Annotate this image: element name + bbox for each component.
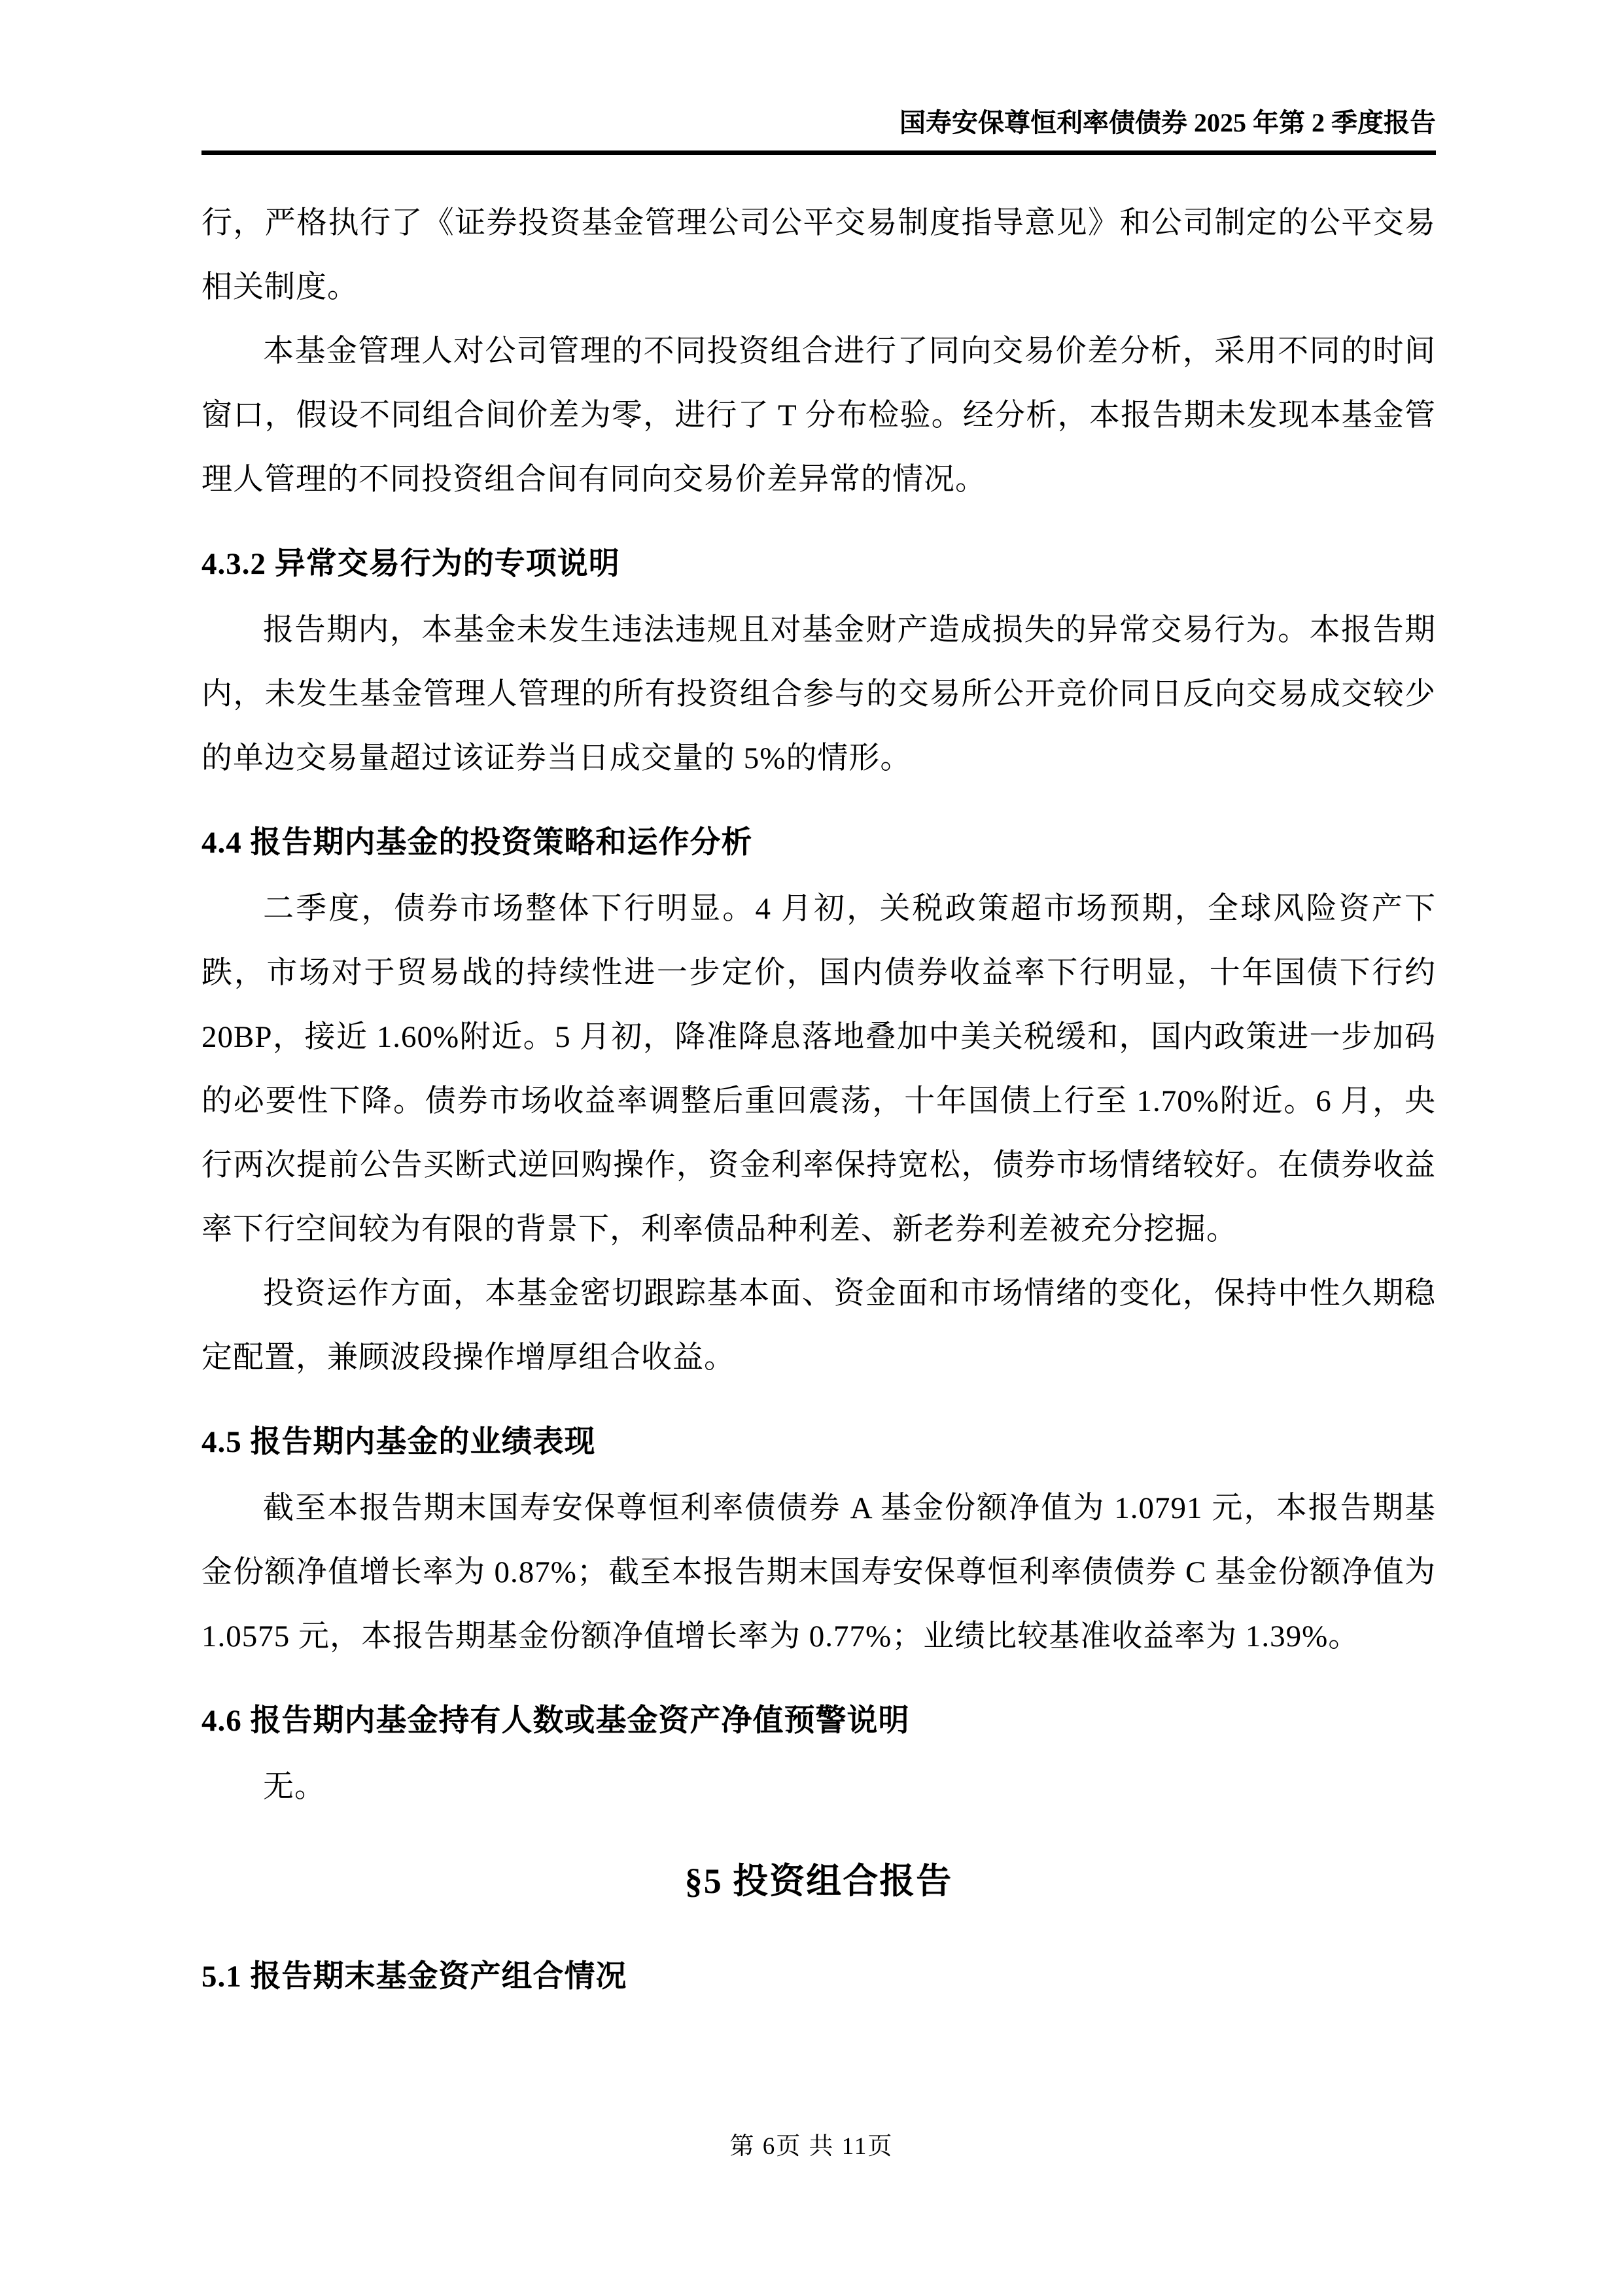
- page-number: 第 6页 共 11页: [729, 2133, 894, 2160]
- paragraph-price-gap-analysis: 本基金管理人对公司管理的不同投资组合进行了同向交易价差分析，采用不同的时间窗口，假设不同组合间价差为零，进行了 T 分布检验。经分析，本报告期未发现本基金管理人管理的不同投资组合间有同向交易价差异常的情况。: [201, 334, 1436, 497]
- report-title: 国寿安保尊恒利率债债券 2025 年第 2 季度报告: [899, 108, 1436, 137]
- chapter-heading-5: §5 投资组合报告: [684, 1862, 953, 1901]
- paragraph-abnormal-trading: 报告期内，本基金未发生违法违规且对基金财产造成损失的异常交易行为。本报告期内，未发生基金管理人管理的所有投资组合参与的交易所公开竞价同日反向交易成交较少的单边交易量超过该证券当日成交量的 5%的情形。: [201, 613, 1436, 775]
- paragraph-fair-trade-continuation: 行，严格执行了《证券投资基金管理公司公平交易制度指导意见》和公司制定的公平交易相关制度。: [201, 206, 1436, 304]
- page-footer: [0, 2127, 1623, 2166]
- section-heading-4-6: 4.6 报告期内基金持有人数或基金资产净值预警说明: [201, 1704, 910, 1738]
- section-heading-4-3-2: 4.3.2 异常交易行为的专项说明: [201, 547, 620, 581]
- paragraph-fund-performance: 截至本报告期末国寿安保尊恒利率债债券 A 基金份额净值为 1.0791 元，本报告期基金份额净值增长率为 0.87%；截至本报告期末国寿安保尊恒利率债债券 C 基金份额净值为 1.0575 元，本报告期基金份额净值增长率为 0.77%；业绩比较基准收益率为 1.39%。: [201, 1491, 1436, 1653]
- page-header: [201, 106, 1436, 155]
- paragraph-investment-operation: 投资运作方面，本基金密切跟踪基本面、资金面和市场情绪的变化，保持中性久期稳定配置，兼顾波段操作增厚组合收益。: [201, 1277, 1436, 1375]
- section-heading-5-1: 5.1 报告期末基金资产组合情况: [201, 1960, 627, 1994]
- section-heading-4-5: 4.5 报告期内基金的业绩表现: [201, 1425, 596, 1459]
- header-divider: [201, 150, 1436, 155]
- paragraph-none: 无。: [263, 1770, 326, 1804]
- paragraph-market-review: 二季度，债券市场整体下行明显。4 月初，关税政策超市场预期，全球风险资产下跌，市场对于贸易战的持续性进一步定价，国内债券收益率下行明显，十年国债下行约 20BP，接近 1.60%附近。5 月初，降准降息落地叠加中美关税缓和，国内政策进一步加码的必要性下降。债券市场收益率调整后重回震荡，十年国债上行至 1.70%附近。6 月，央行两次提前公告买断式逆回购操作，资金利率保持宽松，债券市场情绪较好。在债券收益率下行空间较为有限的背景下，利率债品种利差、新老券利差被充分挖掘。: [201, 892, 1436, 1246]
- section-heading-4-4: 4.4 报告期内基金的投资策略和运作分析: [201, 826, 753, 860]
- document-body: [201, 191, 1436, 2009]
